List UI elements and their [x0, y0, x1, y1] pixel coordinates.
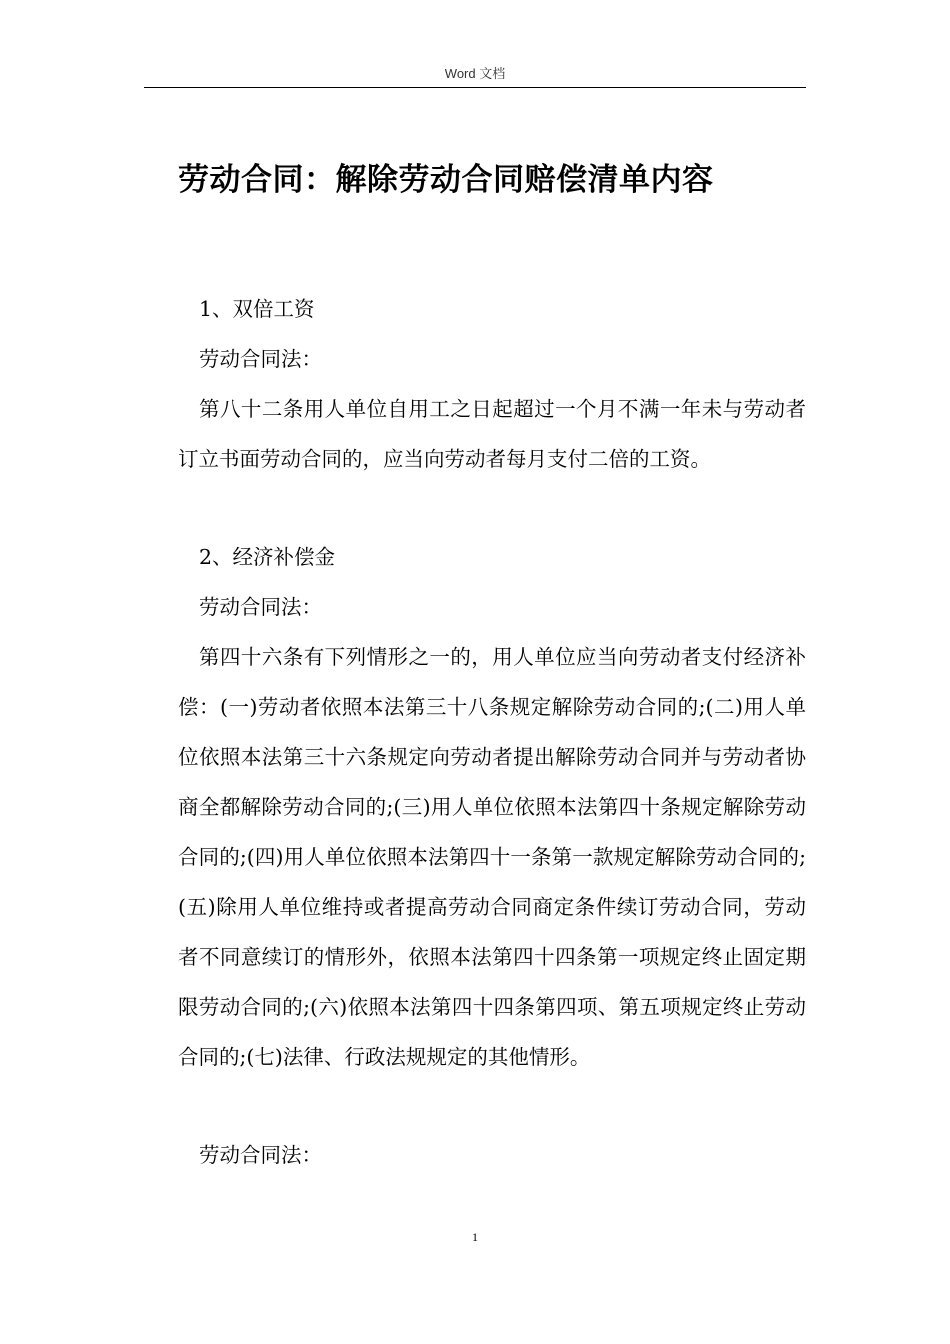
page-header-text: Word 文档: [444, 66, 506, 81]
section-2-article-text: 第四十六条有下列情形之一的，用人单位应当向劳动者支付经济补偿：(一)劳动者依照本法第三十八条规定解除劳动合同的;(二)用人单位依照本法第三十六条规定向劳动者提出解除劳动合同并与劳动者协商全都解除劳动合同的;(三)用人单位依照本法第四十条规定解除劳动合同的;(四)用人单位依照本法第四十一条第一款规定解除劳动合同的;(五)除用人单位维持或者提高劳动合同商定条件续订劳动合同，劳动者不同意续订的情形外，依照本法第四十四条第一项规定终止固定期限劳动合同的;(六)依照本法第四十四条第四项、第五项规定终止劳动合同的;(七)法律、行政法规规定的其他情形。: [178, 645, 806, 1069]
section-1-heading: 1、双倍工资: [199, 297, 315, 321]
section-1-law-label: 劳动合同法：: [199, 347, 322, 371]
section-2-law-label: 劳动合同法：: [199, 595, 322, 619]
section-2-heading: 2、经济补偿金: [199, 545, 336, 569]
page-number: 1: [472, 1230, 478, 1244]
section-1-article-text: 第八十二条用人单位自用工之日起超过一个月不满一年未与劳动者订立书面劳动合同的，应当向劳动者每月支付二倍的工资。: [178, 397, 806, 471]
document-title: 劳动合同：解除劳动合同赔偿清单内容: [178, 162, 714, 198]
section-2-law-label-repeat: 劳动合同法：: [199, 1143, 322, 1167]
header-divider: [144, 87, 806, 88]
